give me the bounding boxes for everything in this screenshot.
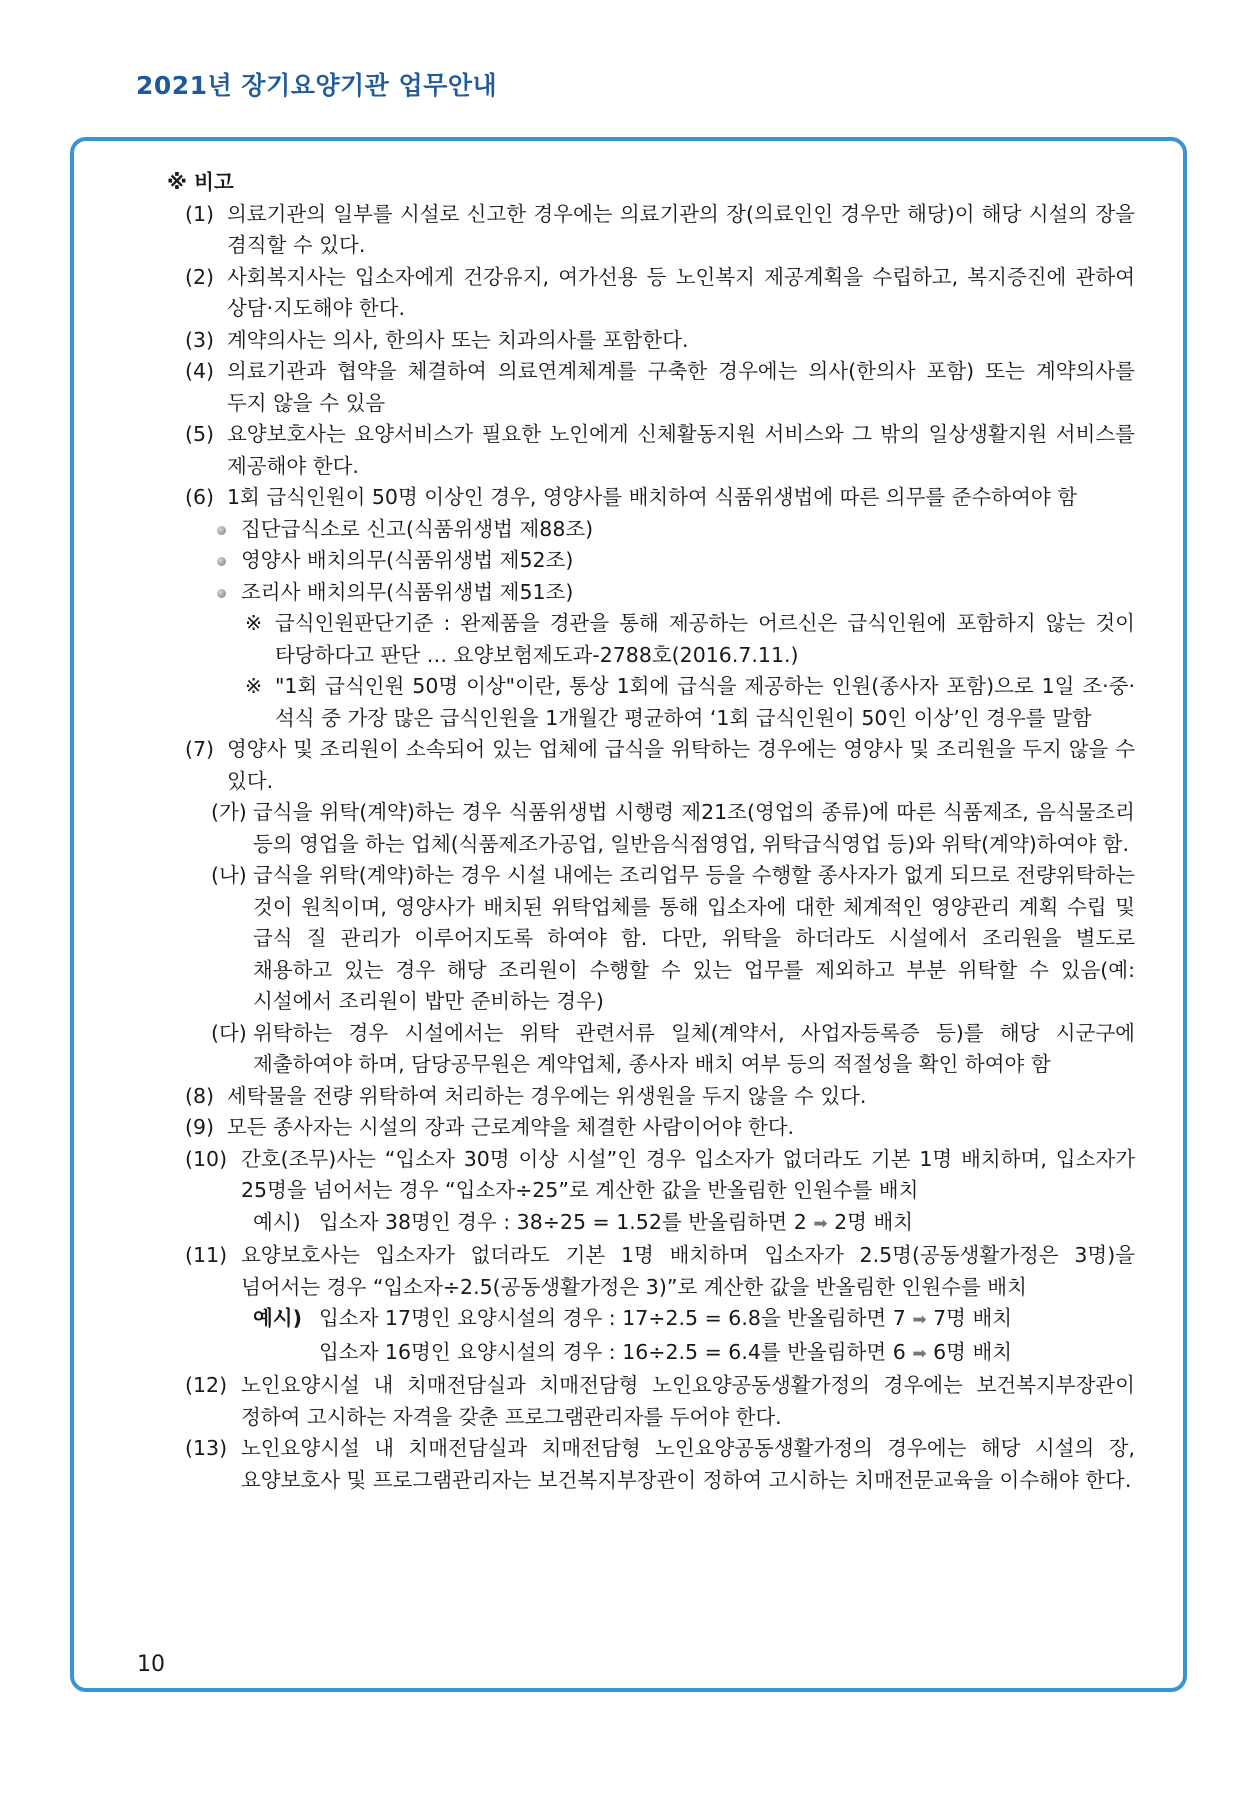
list-item: (13) 노인요양시설 내 치매전담실과 치매전담형 노인요양공동생활가정의 경우에는 해당 시설의 장, 요양보호사 및 프로그램관리자는 보건복지부장관이 정하여 고시하는 치매전문교육을 이수해야 한다. [185,1436,1135,1492]
bullet-item: 조리사 배치의무(식품위생법 제51조) [241,579,574,604]
example-line: 예시) 입소자 38명인 경우 : 38÷25 = 1.52를 반올림하면 2 ➡ 2명 배치 [253,1209,914,1234]
sub-item: (다) 위탁하는 경우 시설에서는 위탁 관련서류 일체(계약서, 사업자등록증 등)를 해당 시군구에 제출하여야 하며, 담당공무원은 계약업체, 종사자 배치 여부 등의 적절성을 확인 하여야 함 [211,1020,1135,1076]
list-item: (7) 영양사 및 조리원이 소속되어 있는 업체에 급식을 위탁하는 경우에는 영양사 및 조리원을 두지 않을 수 있다. [185,737,1135,793]
list-item: (10) 간호(조무)사는 “입소자 30명 이상 시설”인 경우 입소자가 없더라도 기본 1명 배치하며, 입소자가 25명을 넘어서는 경우 “입소자÷25”로 계산한 값을 반올림한 인원수를 배치 [185,1146,1135,1202]
note-item: ※ "1회 급식인원 50명 이상"이란, 통상 1회에 급식을 제공하는 인원(종사자 포함)으로 1일 조·중·석식 중 가장 많은 급식인원을 1개월간 평균하여 ‘1회 급식인원이 50인 이상’인 경우를 말함 [245,671,1135,734]
list-item: (2) 사회복지사는 입소자에게 건강유지, 여가선용 등 노인복지 제공계획을 수립하고, 복지증진에 관하여 상담·지도해야 한다. [185,264,1135,320]
arrow-right-icon: ➡ [912,1310,927,1330]
list-item: (4) 의료기관과 협약을 체결하여 의료연계체계를 구축한 경우에는 의사(한의사 포함) 또는 계약의사를 두지 않을 수 있음 [185,359,1135,415]
reference-mark-icon: ※ [245,674,263,698]
bullet-item: 영양사 배치의무(식품위생법 제52조) [241,548,574,572]
list-item: (12) 노인요양시설 내 치매전담실과 치매전담형 노인요양공동생활가정의 경우에는 보건복지부장관이 정하여 고시하는 자격을 갖춘 프로그램관리자를 두어야 한다. [185,1373,1135,1429]
arrow-right-icon: ➡ [813,1213,828,1234]
arrow-right-icon: ➡ [912,1343,927,1364]
list-item: (5) 요양보호사는 요양서비스가 필요한 노인에게 신체활동지원 서비스와 그 밖의 일상생활지원 서비스를 제공해야 한다. [185,422,1135,478]
list-item: (1) 의료기관의 일부를 시설로 신고한 경우에는 의료기관의 장(의료인인 경우만 해당)이 해당 시설의 장을 겸직할 수 있다. [185,201,1135,257]
example-line: 예시) 입소자 17명인 요양시설의 경우 : 17÷2.5 = 6.8을 반올림하면 7 ➡ 7명 배치 [253,1306,1013,1330]
list-item: (6) 1회 급식인원이 50명 이상인 경우, 영양사를 배치하여 식품위생법에 따른 의무를 준수하여야 함 [185,485,1078,509]
bullet-item: 집단급식소로 신고(식품위생법 제88조) [241,516,594,541]
sub-item: (나) 급식을 위탁(계약)하는 경우 시설 내에는 조리업무 등을 수행할 종사자가 없게 되므로 전량위탁하는 것이 원칙이며, 영양사가 배치된 위탁업체를 통해 입소자에 대한 체계적인 영양관리 계획 수립 및 급식 질 관리가 이루어지도록 하여야 함. 다만, 위탁을 하더라도 시설에서 조리원을 별도로 채용하고 있는 경우 해당 조리원이 수행할 수 있는 업무를 제외하고 부분 위탁할 수 있음(예: 시설에서 조리원이 밥만 준비하는 경우) [211,863,1135,1013]
page-number: 10 [137,1652,165,1677]
document-header-title: 2021년 장기요양기관 업무안내 [136,71,498,100]
reference-mark-icon: ※ [245,611,263,635]
sub-item: (가) 급식을 위탁(계약)하는 경우 식품위생법 시행령 제21조(영업의 종류)에 따른 식품제조, 음식물조리 등의 영업을 하는 업체(식품제조가공업, 일반음식점영업, 위탁급식영업 등)와 위탁(계약)하여야 함. [211,800,1135,856]
notes-content [165,167,1135,1496]
list-item: (3) 계약의사는 의사, 한의사 또는 치과의사를 포함한다. [185,327,689,352]
list-item: (8) 세탁물을 전량 위탁하여 처리하는 경우에는 위생원을 두지 않을 수 있다. [185,1083,867,1108]
section-heading: ※ 비고 [167,170,234,194]
example-line: 입소자 16명인 요양시설의 경우 : 16÷2.5 = 6.4를 반올림하면 6 ➡ 6명 배치 [319,1339,1013,1364]
list-item: (11) 요양보호사는 입소자가 없더라도 기본 1명 배치하며 입소자가 2.5명(공동생활가정은 3명)을 넘어서는 경우 “입소자÷2.5(공동생활가정은 3)”로 계산한 값을 반올림한 인원수를 배치 [185,1243,1135,1299]
note-item: ※ 급식인원판단기준 : 완제품을 경관을 통해 제공하는 어르신은 급식인원에 포함하지 않는 것이 타당하다고 판단 … 요양보험제도과-2788호(2016.7.11.) [245,608,1135,671]
list-item: (9) 모든 종사자는 시설의 장과 근로계약을 체결한 사람이어야 한다. [185,1115,795,1139]
